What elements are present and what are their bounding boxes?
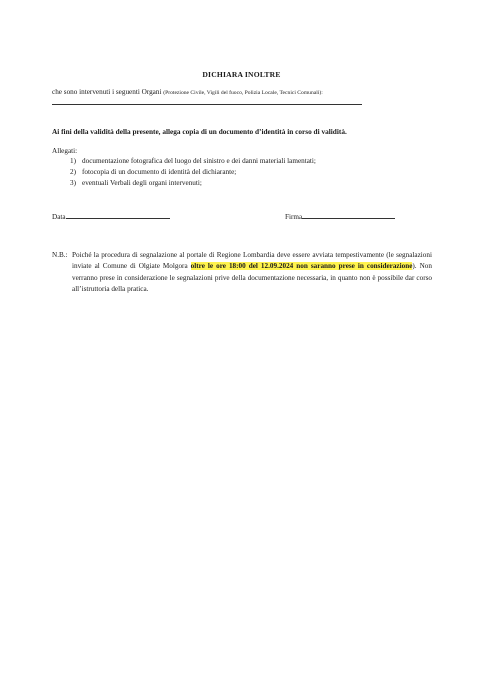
signature-label: Firma bbox=[285, 213, 303, 221]
date-field bbox=[52, 211, 170, 221]
list-item bbox=[52, 178, 316, 189]
date-line bbox=[66, 211, 170, 219]
list-item-text: eventuali Verbali degli organi intervenuti; bbox=[82, 179, 202, 187]
nb-text-part2: ). Non verranno prese in considerazione le segnalazioni prive della documentazione necessaria, in quanto non è possibile dar corso all’istruttoria della pratica. bbox=[72, 262, 432, 294]
signature-field bbox=[285, 211, 395, 221]
signature-row bbox=[52, 211, 432, 223]
nb-label: N.B.: bbox=[52, 251, 68, 259]
list-item-text: fotocopia di un documento di identità del dichiarante; bbox=[82, 168, 237, 176]
organi-examples: (Protezione Civile, Vigili del fuoco, Polizia Locale, Tecnici Comunali): bbox=[163, 90, 323, 96]
validity-statement: Ai fini della validità della presente, allega copia di un documento d’identità in corso di validità. bbox=[52, 127, 347, 136]
section-title: DICHIARA INOLTRE bbox=[202, 70, 281, 79]
list-item bbox=[52, 167, 316, 178]
organi-statement bbox=[52, 88, 432, 96]
nb-highlighted-deadline: oltre le ore 18:00 del 12.09.2024 non saranno prese in considerazione bbox=[190, 262, 413, 271]
organi-blank-line bbox=[52, 104, 362, 105]
organi-text: che sono intervenuti i seguenti Organi bbox=[52, 88, 162, 96]
attachments-heading: Allegati: bbox=[52, 147, 78, 155]
nb-text-part1: Poiché la procedura di segnalazione al portale di Regione Lombardia deve essere avviata tempestivamente (le segnalazioni inviate al Comune di Olgiate Molgora bbox=[72, 251, 432, 271]
date-label: Data bbox=[52, 213, 66, 221]
list-item-number: 3) bbox=[70, 179, 76, 187]
attachments-list bbox=[52, 156, 316, 189]
list-item bbox=[52, 156, 316, 167]
signature-line bbox=[302, 211, 395, 219]
list-item-text: documentazione fotografica del luogo del sinistro e dei danni materiali lamentati; bbox=[82, 157, 316, 165]
nb-text bbox=[72, 250, 432, 296]
list-item-number: 1) bbox=[70, 157, 76, 165]
list-item-number: 2) bbox=[70, 168, 76, 176]
